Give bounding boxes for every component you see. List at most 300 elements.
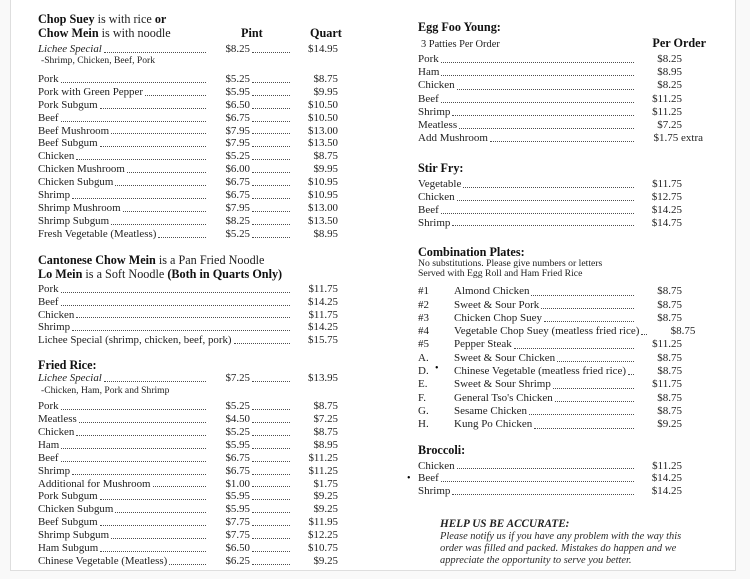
combo-item-number: #4 (418, 325, 429, 338)
dot-leader (441, 75, 634, 76)
egg-foo-young-items (418, 53, 706, 145)
egg-foo-young-title: Egg Foo Young: (418, 20, 501, 34)
egg-foo-young-subheader (418, 36, 706, 51)
dot-leader (111, 133, 206, 134)
item-quart-price: $8.95 (313, 438, 338, 451)
dot-leader (441, 62, 634, 63)
dot-leader (61, 461, 206, 462)
combo-item-number: D. (418, 365, 429, 378)
dot-leader (457, 89, 634, 90)
dot-leader (61, 305, 290, 306)
spicy-dot-mark: • (435, 363, 439, 375)
dot-leader (252, 422, 290, 423)
menu-item-row (418, 106, 682, 119)
item-pint-price: $1.00 (225, 477, 250, 490)
menu-item-row (38, 439, 338, 452)
quarts-only-note: (Both in Quarts Only) (167, 266, 283, 281)
item-pint-price: $6.75 (225, 176, 250, 189)
item-quart-price: $11.25 (308, 451, 338, 464)
item-quart-price: $10.50 (308, 98, 338, 111)
item-pint-price: $6.00 (225, 163, 250, 176)
menu-item-row (418, 93, 682, 106)
item-price: $8.75 (657, 351, 682, 364)
item-price: $8.75 (657, 391, 682, 404)
combo-item-number: A. (418, 351, 429, 364)
item-name: Add Mushroom (418, 132, 488, 145)
item-name: Chinese Vegetable (Meatless) (38, 555, 168, 567)
dot-leader (252, 474, 290, 475)
lo-mein-header-text: is a Soft Noodle (82, 266, 168, 281)
item-pint-price: $5.25 (225, 72, 250, 85)
item-name: General Tso's Chicken (454, 391, 553, 404)
dot-leader (61, 82, 206, 83)
dot-leader (252, 172, 290, 173)
item-quart-price: $11.95 (308, 516, 338, 529)
dot-leader (79, 422, 206, 423)
dot-leader (100, 551, 206, 552)
menu-item-row (38, 189, 338, 202)
item-quart-price: $13.50 (308, 214, 338, 227)
item-quart-price: $8.75 (313, 425, 338, 438)
menu-item-row (38, 529, 338, 542)
dot-leader (628, 374, 634, 375)
chop-suey-header-line2 (38, 26, 342, 40)
chop-suey-title: Chop Suey (38, 12, 95, 26)
item-price: $11.75 (308, 282, 338, 295)
menu-item-row (418, 132, 703, 145)
item-quart-price: $9.25 (313, 503, 338, 516)
menu-item-row (38, 150, 338, 163)
item-price: $7.25 (657, 119, 682, 132)
item-pint-price: $7.95 (225, 137, 250, 150)
per-order-column-header: Per Order (652, 36, 706, 50)
item-price: $8.25 (657, 53, 682, 65)
combo-item-number: #1 (418, 285, 429, 298)
item-name: Pork (38, 72, 59, 85)
dot-leader (441, 102, 634, 103)
combo-item-row (418, 285, 682, 298)
stir-fry-items (418, 178, 706, 229)
dot-leader (145, 95, 206, 96)
menu-item-row (38, 555, 338, 568)
dot-leader (76, 317, 290, 318)
item-price: $11.25 (652, 338, 682, 351)
item-name: Almond Chicken (454, 285, 530, 298)
item-price: $8.95 (657, 66, 682, 79)
fried-rice-title: Fried Rice: (38, 358, 97, 373)
item-name: Chicken (38, 150, 75, 163)
dot-leader (252, 499, 290, 500)
dot-leader (100, 108, 206, 109)
item-quart-price: $9.25 (313, 490, 338, 503)
pint-column-header: Pint (241, 26, 263, 40)
item-name: Pork (38, 400, 59, 413)
item-quart-price: $13.00 (308, 124, 338, 137)
dot-leader (111, 224, 206, 225)
item-quart-price: $13.95 (308, 372, 338, 385)
menu-item-row (38, 99, 338, 112)
item-name: Sweet & Sour Shrimp (454, 378, 551, 391)
cantonese-header-text: is a Pan Fried Noodle (155, 252, 265, 267)
menu-item-row (38, 125, 338, 138)
menu-item-row (38, 452, 338, 465)
dot-leader (61, 409, 206, 410)
item-name: Lichee Special (38, 43, 102, 55)
section-cantonese-chow-mein (38, 253, 338, 348)
combo-item-row (418, 352, 682, 365)
dot-leader (457, 468, 634, 469)
item-pint-price: $5.95 (225, 490, 250, 503)
item-pint-price: $5.25 (225, 425, 250, 438)
dot-leader (100, 146, 206, 147)
section-egg-foo-young (418, 20, 706, 145)
combination-plate-items (418, 285, 706, 431)
menu-item-row (418, 191, 682, 204)
item-quart-price: $11.25 (308, 464, 338, 477)
combination-plates-title: Combination Plates: (418, 245, 525, 260)
item-name: Sesame Chicken (454, 404, 528, 417)
item-name: Beef (418, 472, 439, 485)
item-pint-price: $8.25 (225, 214, 250, 227)
accuracy-title: HELP US BE ACCURATE: (440, 517, 570, 530)
dot-leader (252, 448, 290, 449)
item-pint-price: $6.75 (225, 189, 250, 202)
combo-item-row (418, 405, 682, 418)
combo-item-number: H. (418, 418, 429, 431)
dot-leader (252, 82, 290, 83)
item-quart-price: $8.75 (313, 150, 338, 163)
cantonese-items (38, 283, 338, 348)
combo-item-row (418, 299, 682, 312)
lo-mein-title: Lo Mein (38, 266, 83, 281)
menu-item-row (38, 465, 338, 478)
item-pint-price: $5.25 (225, 227, 250, 240)
combo-item-row (418, 418, 682, 431)
broccoli-items (407, 459, 706, 498)
menu-item-row (38, 137, 338, 150)
menu-item-row (418, 79, 682, 92)
chop-suey-header-or: or (154, 12, 167, 26)
combo-item-row (418, 338, 682, 351)
item-name: Beef Subgum (38, 137, 98, 150)
item-price: $11.75 (308, 308, 338, 321)
dot-leader (252, 159, 290, 160)
dot-leader (441, 213, 634, 214)
dot-leader (531, 295, 634, 296)
item-name: Sweet & Sour Chicken (454, 351, 556, 364)
item-name: Beef (418, 92, 439, 105)
item-price: $14.25 (651, 485, 682, 498)
dot-leader (252, 52, 290, 53)
item-quart-price: $9.25 (313, 555, 338, 567)
menu-item-row (38, 516, 338, 529)
item-name: Chicken Mushroom (38, 163, 125, 176)
menu-item-row (38, 283, 338, 296)
served-with-note: Served with Egg Roll and Ham Fried Rice (418, 268, 583, 280)
combo-item-number: E. (418, 378, 428, 391)
stir-fry-title: Stir Fry: (418, 161, 464, 176)
chop-suey-items (38, 73, 338, 241)
item-name: Pork (418, 53, 439, 65)
dot-leader (76, 159, 206, 160)
item-pint-price: $5.95 (225, 438, 250, 451)
dot-leader (252, 224, 290, 225)
item-name: Shrimp (38, 321, 71, 334)
menu-item-row (38, 426, 338, 439)
item-name: Chicken (418, 79, 455, 92)
item-price: $14.25 (651, 203, 682, 216)
dot-leader (555, 401, 634, 402)
item-name: Shrimp (418, 105, 451, 118)
dot-leader (459, 128, 634, 129)
item-pint-price: $8.25 (225, 43, 250, 55)
item-name: Beef (38, 111, 59, 124)
dot-leader (252, 121, 290, 122)
chop-suey-header-text: is with rice (94, 12, 155, 26)
item-price: $8.75 (657, 311, 682, 324)
menu-item-row (38, 112, 338, 125)
item-price: $14.75 (651, 216, 682, 229)
item-pint-price: $5.95 (225, 85, 250, 98)
item-quart-price: $7.25 (313, 413, 338, 426)
item-name: Shrimp Subgum (38, 214, 110, 227)
lichee-special-row (38, 372, 338, 385)
item-quart-price: $8.95 (313, 227, 338, 240)
spicy-dot-mark: • (407, 473, 411, 485)
combo-item-number: G. (418, 404, 429, 417)
dot-leader (127, 172, 206, 173)
item-quart-price: $10.95 (308, 189, 338, 202)
item-price: $8.75 (657, 285, 682, 298)
dot-leader (534, 428, 634, 429)
dot-leader (72, 330, 290, 331)
combo-item-number: #3 (418, 311, 429, 324)
item-quart-price: $13.00 (308, 201, 338, 214)
item-name: Chicken Subgum (38, 503, 114, 516)
menu-item-row (407, 472, 682, 485)
menu-item-row (38, 334, 338, 347)
menu-item-row (418, 53, 682, 66)
item-pint-price: $6.50 (225, 98, 250, 111)
dot-leader (457, 200, 634, 201)
accuracy-body-text: Please notify us if you have any problem with the way this order was filled and packed. Mistakes do happen and we appreciate the opportunity to serve you better. (440, 530, 682, 567)
item-price: $14.25 (651, 472, 682, 485)
dot-leader (252, 486, 290, 487)
item-pint-price: $4.50 (225, 413, 250, 426)
combo-item-number: F. (418, 391, 426, 404)
dot-leader (641, 334, 647, 335)
item-name: Chicken (38, 425, 75, 438)
dot-leader (61, 121, 206, 122)
combo-item-row (418, 365, 682, 378)
dot-leader (61, 448, 206, 449)
dot-leader (463, 187, 634, 188)
dot-leader (544, 321, 634, 322)
dot-leader (252, 564, 290, 565)
left-column (38, 12, 342, 568)
item-name: Pork Subgum (38, 98, 98, 111)
menu-item-row (38, 73, 338, 86)
lichee-special-note: -Chicken, Ham, Pork and Shrimp (41, 384, 170, 396)
item-price: $15.75 (308, 334, 338, 347)
item-price: $8.75 (657, 365, 683, 378)
item-name: Pork (38, 282, 59, 295)
item-name: Pork Subgum (38, 490, 98, 503)
menu-item-row (418, 66, 682, 79)
item-quart-price: $10.50 (308, 111, 338, 124)
section-broccoli (407, 442, 706, 498)
quart-column-header: Quart (310, 26, 342, 40)
dot-leader (76, 435, 206, 436)
dot-leader (72, 474, 206, 475)
menu-item-row (418, 217, 682, 230)
item-name: Shrimp (38, 464, 71, 477)
dot-leader (72, 198, 206, 199)
dot-leader (514, 348, 634, 349)
item-name: Shrimp (418, 216, 451, 229)
item-price: $11.25 (652, 459, 682, 472)
item-name: Sweet & Sour Pork (454, 298, 540, 311)
dot-leader (158, 237, 206, 238)
dot-leader (541, 308, 634, 309)
section-fried-rice (38, 358, 338, 568)
item-quart-price: $14.95 (308, 43, 338, 55)
combo-item-row (418, 392, 682, 405)
menu-item-row (38, 202, 338, 215)
item-price: $8.75 (670, 325, 696, 338)
dot-leader (252, 512, 290, 513)
menu-item-row (418, 119, 682, 132)
item-name: Lichee Special (38, 372, 102, 385)
item-name: Shrimp Mushroom (38, 201, 121, 214)
menu-item-row (38, 215, 338, 228)
no-substitutions-note: No substitutions. Please give numbers or letters (418, 258, 603, 270)
menu-item-row (38, 478, 338, 491)
item-price: $11.75 (652, 178, 682, 191)
item-name: Shrimp (38, 189, 71, 202)
item-name: Meatless (38, 413, 77, 426)
dot-leader (115, 512, 206, 513)
item-price: $1.75 extra (653, 132, 703, 145)
menu-item-row (38, 309, 338, 322)
dot-leader (104, 381, 206, 382)
item-price: $14.25 (308, 321, 338, 334)
item-pint-price: $5.25 (225, 400, 250, 413)
menu-item-row (38, 321, 338, 334)
dot-leader (252, 133, 290, 134)
dot-leader (111, 538, 206, 539)
dot-leader (252, 409, 290, 410)
item-name: Chicken (418, 459, 455, 472)
item-price: $12.75 (651, 191, 682, 204)
section-chop-suey (38, 12, 342, 241)
item-name: Beef Subgum (38, 516, 98, 529)
item-pint-price: $5.95 (225, 503, 250, 516)
dot-leader (252, 211, 290, 212)
item-price: $11.25 (652, 92, 682, 105)
item-quart-price: $13.50 (308, 137, 338, 150)
chow-mein-header-text: is with noodle (98, 26, 171, 40)
item-pint-price: $5.25 (225, 150, 250, 163)
dot-leader (234, 343, 290, 344)
menu-item-row (38, 296, 338, 309)
broccoli-title: Broccoli: (418, 442, 466, 457)
item-name: Kung Po Chicken (454, 418, 533, 431)
menu-item-row (38, 413, 338, 426)
section-combination-plates (418, 245, 706, 431)
combo-item-row (418, 378, 682, 391)
item-name: Chicken Chop Suey (454, 311, 542, 324)
menu-item-row (38, 176, 338, 189)
item-quart-price: $8.75 (313, 400, 338, 413)
menu-item-row (38, 228, 338, 241)
dot-leader (252, 95, 290, 96)
menu-item-row (38, 86, 338, 99)
item-name: Shrimp Subgum (38, 529, 110, 542)
dot-leader (252, 185, 290, 186)
dot-leader (252, 237, 290, 238)
item-quart-price: $12.25 (308, 529, 338, 542)
dot-leader (252, 538, 290, 539)
item-price: $14.25 (308, 295, 338, 308)
item-name: Lichee Special (shrimp, chicken, beef, pork) (38, 334, 232, 347)
dot-leader (441, 481, 634, 482)
dot-leader (115, 185, 206, 186)
cantonese-header-line1 (38, 253, 338, 267)
menu-item-row (418, 485, 682, 498)
menu-item-row (418, 204, 682, 217)
item-pint-price: $7.95 (225, 201, 250, 214)
section-help-us-be-accurate (440, 518, 696, 568)
item-name: Beef (418, 203, 439, 216)
menu-item-row (38, 490, 338, 503)
dot-leader (153, 486, 206, 487)
item-pint-price: $6.75 (225, 451, 250, 464)
item-pint-price: $6.75 (225, 464, 250, 477)
menu-item-row (418, 460, 682, 473)
item-name: Shrimp (418, 485, 451, 498)
dot-leader (252, 525, 290, 526)
item-name: Vegetable Chop Suey (meatless fried rice) (454, 325, 640, 338)
menu-item-row (38, 400, 338, 413)
item-quart-price: $9.95 (313, 85, 338, 98)
item-pint-price: $7.25 (225, 372, 250, 385)
item-pint-price: $6.25 (225, 555, 250, 567)
dot-leader (104, 52, 206, 53)
dot-leader (553, 388, 634, 389)
dot-leader (100, 499, 206, 500)
item-name: Chicken (38, 308, 75, 321)
combo-item-row (418, 325, 696, 338)
item-pint-price: $6.75 (225, 111, 250, 124)
item-quart-price: $10.75 (308, 542, 338, 555)
combo-item-number: #5 (418, 338, 429, 351)
cantonese-header-line2 (38, 267, 338, 281)
menu-item-row (418, 178, 682, 191)
item-name: Meatless (418, 119, 458, 132)
item-pint-price: $7.75 (225, 516, 250, 529)
dot-leader (61, 292, 290, 293)
item-pint-price: $7.75 (225, 529, 250, 542)
item-price: $8.75 (657, 298, 682, 311)
menu-item-row (38, 542, 338, 555)
item-price: $8.75 (657, 404, 682, 417)
item-name: Beef Mushroom (38, 124, 110, 137)
right-column (407, 12, 706, 568)
item-quart-price: $1.75 (313, 477, 338, 490)
item-name: Pepper Steak (454, 338, 512, 351)
item-name: Beef (38, 451, 59, 464)
